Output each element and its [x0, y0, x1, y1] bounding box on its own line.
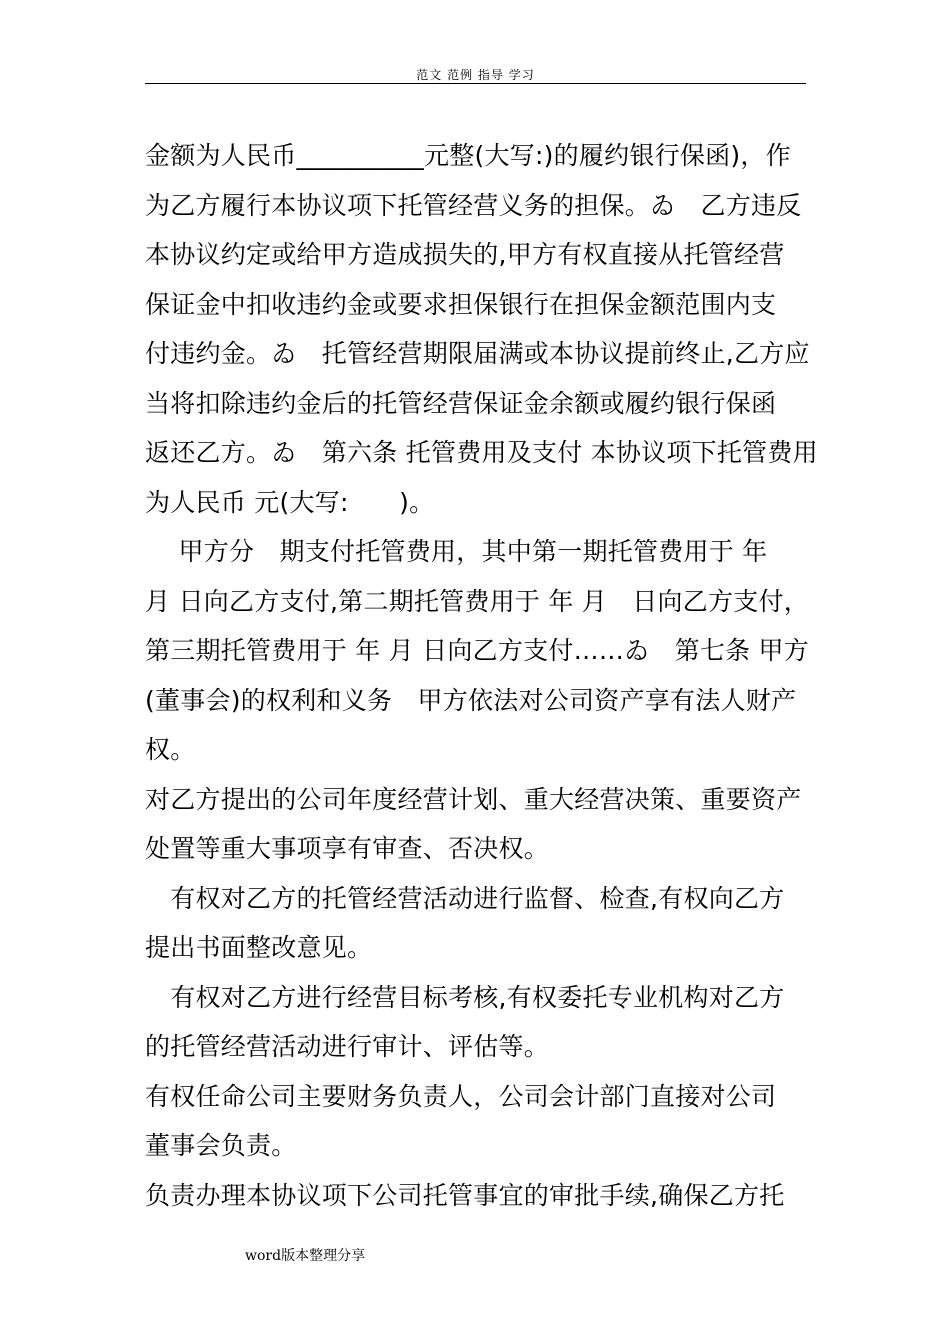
body-line: 负责办理本协议项下公司托管事宜的审批手续,确保乙方托 — [145, 1180, 785, 1210]
body-line: (董事会)的权利和义务 甲方依法对公司资产享有法人财产 — [145, 685, 797, 715]
body-line: 提出书面整改意见。 — [145, 933, 373, 962]
body-line: 金额为人民币__________元整(大写:)的履约银行保函)，作 — [145, 141, 791, 170]
body-line: 有权对乙方的托管经营活动进行监督、检查,有权向乙方 — [145, 883, 785, 913]
body-line: 有权对乙方进行经营目标考核,有权委托专业机构对乙方 — [145, 982, 785, 1012]
body-line: 月 日向乙方支付,第二期托管费用于 年 月 日向乙方支付， — [145, 586, 810, 616]
body-line: 为乙方履行本协议项下托管经营义务的担保。ゐ 乙方违反 — [145, 190, 802, 220]
page-footer: word版本整理分享 — [245, 1248, 366, 1264]
body-line: 保证金中扣收违约金或要求担保银行在担保金额范围内支 — [145, 289, 777, 319]
body-line: 当将扣除违约金后的托管经营保证金余额或履约银行保函 — [145, 388, 777, 418]
body-line: 为人民币 元(大写: )。 — [145, 487, 435, 517]
document-body — [145, 131, 818, 1220]
header-divider — [145, 83, 806, 84]
body-line: 对乙方提出的公司年度经营计划、重大经营决策、重要资产 — [145, 784, 802, 814]
body-line: 董事会负责。 — [145, 1131, 297, 1160]
body-line: 第三期托管费用于 年 月 日向乙方支付……ゐ 第七条 甲方 — [145, 636, 810, 665]
body-line: 本协议约定或给甲方造成损失的,甲方有权直接从托管经营 — [145, 240, 785, 269]
body-line: 处置等重大事项享有审查、否决权。 — [145, 834, 550, 863]
page-header: 范文 范例 指导 学习 — [416, 68, 535, 82]
body-line: 的托管经营活动进行审计、评估等。 — [145, 1032, 550, 1061]
body-line: 权。 — [145, 735, 196, 764]
body-line: 甲方分 期支付托管费用，其中第一期托管费用于 年 — [145, 537, 768, 566]
body-line: 返还乙方。ゐ 第六条 托管费用及支付 本协议项下托管费用 — [145, 438, 818, 467]
body-line: 有权任命公司主要财务负责人，公司会计部门直接对公司 — [145, 1081, 777, 1111]
body-line: 付违约金。ゐ 托管经营期限届满或本协议提前终止,乙方应 — [145, 339, 810, 368]
